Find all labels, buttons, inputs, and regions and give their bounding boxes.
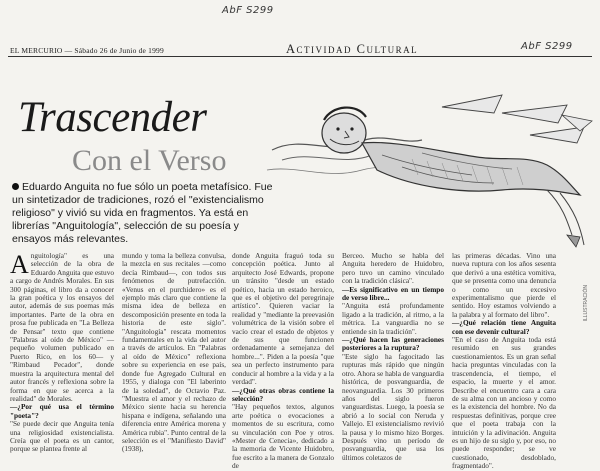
drop-cap: A bbox=[10, 250, 29, 279]
article-body bbox=[10, 250, 594, 471]
illustration-flying-poet bbox=[262, 95, 594, 265]
column-4 bbox=[342, 251, 444, 462]
column-4-question: —Es significativo en un tiempo de verso libre... bbox=[342, 284, 444, 303]
column-1-answer: "Se puede decir que Anguita tenía una religiosidad existencialista. Creía que el poeta es un cantor, porque se plantea frente al bbox=[10, 419, 114, 454]
column-4-answer: "Anguita está profundamente ligado a la tradición, al ritmo, a la métrica. La vanguardia no se entiende sin la tradición". bbox=[342, 301, 444, 336]
handwritten-archive-note-right: AbF S299 bbox=[521, 41, 573, 52]
column-5 bbox=[452, 251, 556, 471]
column-3 bbox=[232, 251, 334, 471]
column-4-answer-2: "Este siglo ha fagocitado las rupturas más rápido que ningún otro. Ahora se habla de vanguardia histórica, de posvanguardia, de neovanguardia. Los 30 primeros años del siglo fueron vanguardistas. Luego, la poesía se abrió a lo social con Neruda y Vallejo. El existencialismo revivió la pausa y lo mismo hizo Borges. Después vino un período de posvanguardia, que usa los últimos coletazos de bbox=[342, 351, 444, 462]
article-title: Trascender bbox=[18, 94, 207, 141]
column-3-question: —¿Qué otras obras contiene la selección? bbox=[232, 385, 334, 403]
article-subtitle: Con el Verso bbox=[72, 144, 227, 177]
column-4-question-2: —¿Qué hacen las generaciones posteriores a la ruptura? bbox=[342, 335, 444, 353]
column-1 bbox=[10, 250, 114, 454]
article-lead bbox=[12, 181, 277, 246]
column-1-paragraph bbox=[10, 252, 114, 403]
column-1-question: —¿Por qué usa el término "poeta"? bbox=[10, 402, 114, 420]
column-5-answer: "En el caso de Anguita toda está resumido en sus grandes cuestionamientos. Es un gran señal hacia preguntas vinculadas con la trascendencia, el tiempo, el espacio, la muerte y el amor. Describe el encuentro cara a cara de su alma con un ancioso y como es la existencia del hombre. No da respuestas definitivas, porque cree que el poeta trabaja con la intuición y la adivinación. Anguita es un hijo de su siglo y, por eso, no puede responder; se ve cuestionado, desdoblado, fragmentado". bbox=[452, 335, 556, 471]
column-3-answer: "Hay pequeños textos, algunos arte poética o evocaciones a momentos de su escritura, como su vinculación con Poe y otros. «Mester de Cenecia», dedicado a la memoria de Vicente Huidobro, fue escrito a la manera de Gonzalo de bbox=[232, 402, 334, 471]
column-2-text: mundo y toma la belleza convulsa, la mezcla en sus recitales —como decía Rimbaud—, con todos sus fenómenos de putrefacción. «Venus en el purchidero» es el ejemplo más claro que contiene la misma idea de belleza en descomposición presente en toda la historia de este siglo". "Anguitología" rescata momentos fundamentales en la vida del autor a través de artículos. En "Palabras al oído de México" reflexiona sobre su experiencia en ese país, donde fue Agregado Cultural en 1955, y dialoga con "El laberinto de la soledad", de Octavio Paz. "Muestra el amor y el rechazo de México siente hacia su herencia hispana e indígena, señalando una diferencia entre América morena y América rubia". Punto central de la selección es el "Manifiesto David" (1938), bbox=[122, 251, 226, 454]
column-3-text: donde Anguita fraguó toda su concepción poética. Junto al arquitecto José Edwards, propone un tránsito "desde un estado poético, hacia un estado heroico, que es el objetivo del peregrinaje artístico". Quieren vaciar la realidad y "mediante la preevasión volumétrica de la visión sobre el vacío crear el estado de objetos y de sus que funcionen ordenadamente a semejanza del hombre...". Piden a la poesía "que sea un perfecto instrumento para conducir al hombre a la vida y a la verdad". bbox=[232, 251, 334, 387]
column-4-text: Berceo. Mucho se habla del Anguita heredero de Huidobro, pero tuvo un camino vinculado con la tradición clásica". bbox=[342, 251, 444, 286]
bullet-icon bbox=[12, 183, 19, 190]
column-5-question: —¿Qué relación tiene Anguita con ese devenir cultural? bbox=[452, 318, 556, 336]
column-2 bbox=[122, 251, 226, 454]
section-title: Actividad Cultural bbox=[286, 42, 419, 56]
newspaper-masthead: EL MERCURIO — Sábado 26 de Junio de 1999 bbox=[10, 46, 164, 55]
handwritten-archive-note: AbF S299 bbox=[222, 5, 274, 16]
column-1-text: nguitología" es una selección de la obra de Eduardo Anguita que estuvo a cargo de Andrés Morales. En sus 300 páginas, el libro da a conocer la gran poética y los ensayos del autor, además de sus poemas más importantes. Parte de la obra en prosa fue publicada en "La Belleza de Pensar" texto que contiene "Palabras al oído de México" —pequeño volumen publicado en Puerto Rico, en los 60— y "Rimbaud Pecador", donde muestra la arquitectura mental del autor francés y reflexiona sobre la forma en que se acerca a la realidad" de Morales. bbox=[10, 251, 114, 403]
lead-text: Eduardo Anguita no fue sólo un poeta metafísico. Fue un sintetizador de tradiciones, rozó el "existencialismo religioso" y vivió su vida en fragmentos. Ya está en librerías "Anguitología", selección de su poesía y ensayos más relevantes. bbox=[12, 181, 273, 245]
header-rule bbox=[8, 56, 592, 57]
column-5-text: las primeras décadas. Vino una nueva ruptura con los años sesenta que derivó a una estética vomitiva, que se presenta como una denuncia o como un excesivo experimentalismo que pierde el sentido. Hoy estamos volviendo a la palabra y al formato del libro". bbox=[452, 251, 556, 319]
illustration-credit: ILLUSTRACIÓN bbox=[583, 285, 589, 322]
